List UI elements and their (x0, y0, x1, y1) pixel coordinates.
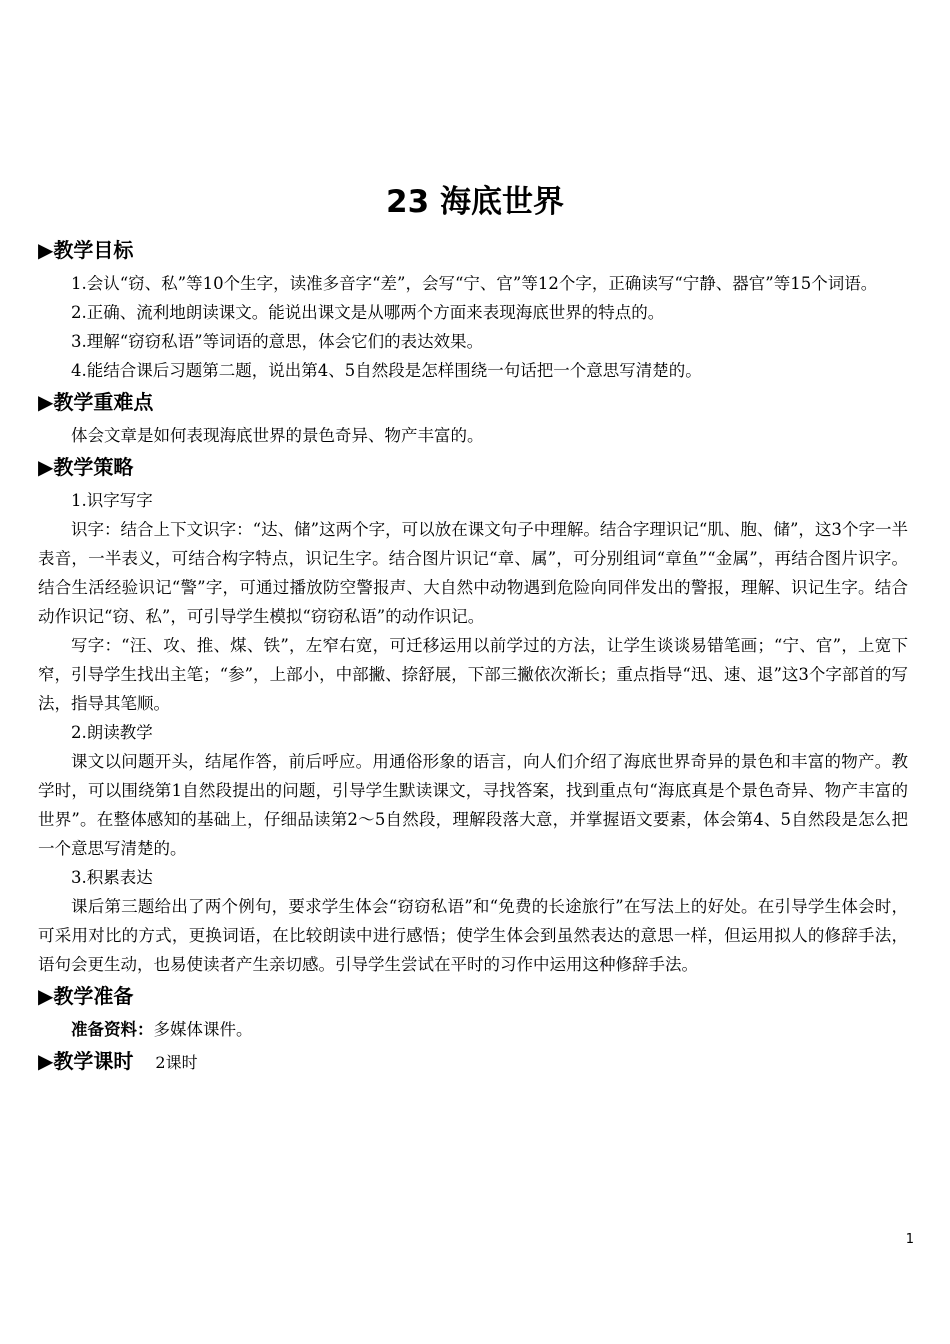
goal-item-3: 3.理解“窃窃私语”等词语的意思，体会它们的表达效果。 (71, 332, 484, 351)
heading-key-points: ▶教学重难点 (38, 390, 154, 414)
preparation-label: 准备资料： (71, 1020, 154, 1039)
hours-line (38, 1048, 908, 1074)
heading-teaching-goals: ▶教学目标 (38, 238, 134, 262)
lesson-title: 23 海底世界 (386, 184, 564, 220)
class-hours-value: 2课时 (155, 1053, 198, 1072)
strategy-paragraph-reading: 课文以问题开头，结尾作答，前后呼应。用通俗形象的语言，向人们介绍了海底世界奇异的景色和丰富的物产。教学时，可以围绕第1自然段提出的问题，引导学生默读课文，寻找答案，找到重点句“海底真是个景色奇异、物产丰富的世界”。在整体感知的基础上，仔细品读第2～5自然段，理解段落大意，并掌握语文要素，体会第4、5自然段是怎么把一个意思写清楚的。 (38, 752, 908, 858)
strategy-paragraph-writing: 写字：“汪、攻、推、煤、铁”，左窄右宽，可迁移运用以前学过的方法，让学生谈谈易错笔画；“宁、官”，上宽下窄，引导学生找出主笔；“参”，上部小，中部撇、捺舒展，下部三撇依次渐长；重点指导“迅、速、退”这3个字部首的写法，指导其笔顺。 (38, 636, 908, 713)
heading-preparation: ▶教学准备 (38, 984, 134, 1008)
strategy-subheading-reading: 2.朗读教学 (71, 723, 153, 742)
preparation-line (38, 1015, 908, 1044)
heading-teaching-strategy: ▶教学策略 (38, 455, 134, 479)
strategy-paragraph-expression: 课后第三题给出了两个例句，要求学生体会“窃窃私语”和“免费的长途旅行”在写法上的好处。在引导学生体会时，可采用对比的方式，更换词语，在比较朗读中进行感悟；使学生体会到虽然表达的意思一样，但运用拟人的修辞手法，语句会更生动，也易使读者产生亲切感。引导学生尝试在平时的习作中运用这种修辞手法。 (38, 897, 908, 974)
goal-item-1: 1.会认“窃、私”等10个生字，读准多音字“差”，会写“宁、官”等12个字，正确读写“宁静、器官”等15个词语。 (71, 274, 878, 293)
strategy-subheading-expression: 3.积累表达 (71, 868, 153, 887)
goal-item-4: 4.能结合课后习题第二题，说出第4、5自然段是怎样围绕一句话把一个意思写清楚的。 (71, 361, 702, 380)
document-body (38, 233, 908, 1080)
key-points-text: 体会文章是如何表现海底世界的景色奇异、物产丰富的。 (71, 426, 484, 445)
goal-item-2: 2.正确、流利地朗读课文。能说出课文是从哪两个方面来表现海底世界的特点的。 (71, 303, 665, 322)
strategy-paragraph-character-recognition: 识字：结合上下文识字：“达、储”这两个字，可以放在课文句子中理解。结合字理识记“肌、胞、储”，这3个字一半表音，一半表义，可结合构字特点，识记生字。结合图片识记“章、属”，可分别组词“章鱼”“金属”，再结合图片识字。结合生活经验识记“警”字，可通过播放防空警报声、大自然中动物遇到危险向同伴发出的警报，理解、识记生字。结合动作识记“窃、私”，可引导学生模拟“窃窃私语”的动作识记。 (38, 520, 908, 626)
heading-class-hours: ▶教学课时 (38, 1049, 134, 1073)
strategy-subheading-literacy: 1.识字写字 (71, 491, 153, 510)
preparation-text: 多媒体课件。 (153, 1020, 253, 1039)
page-number: 1 (905, 1232, 914, 1247)
